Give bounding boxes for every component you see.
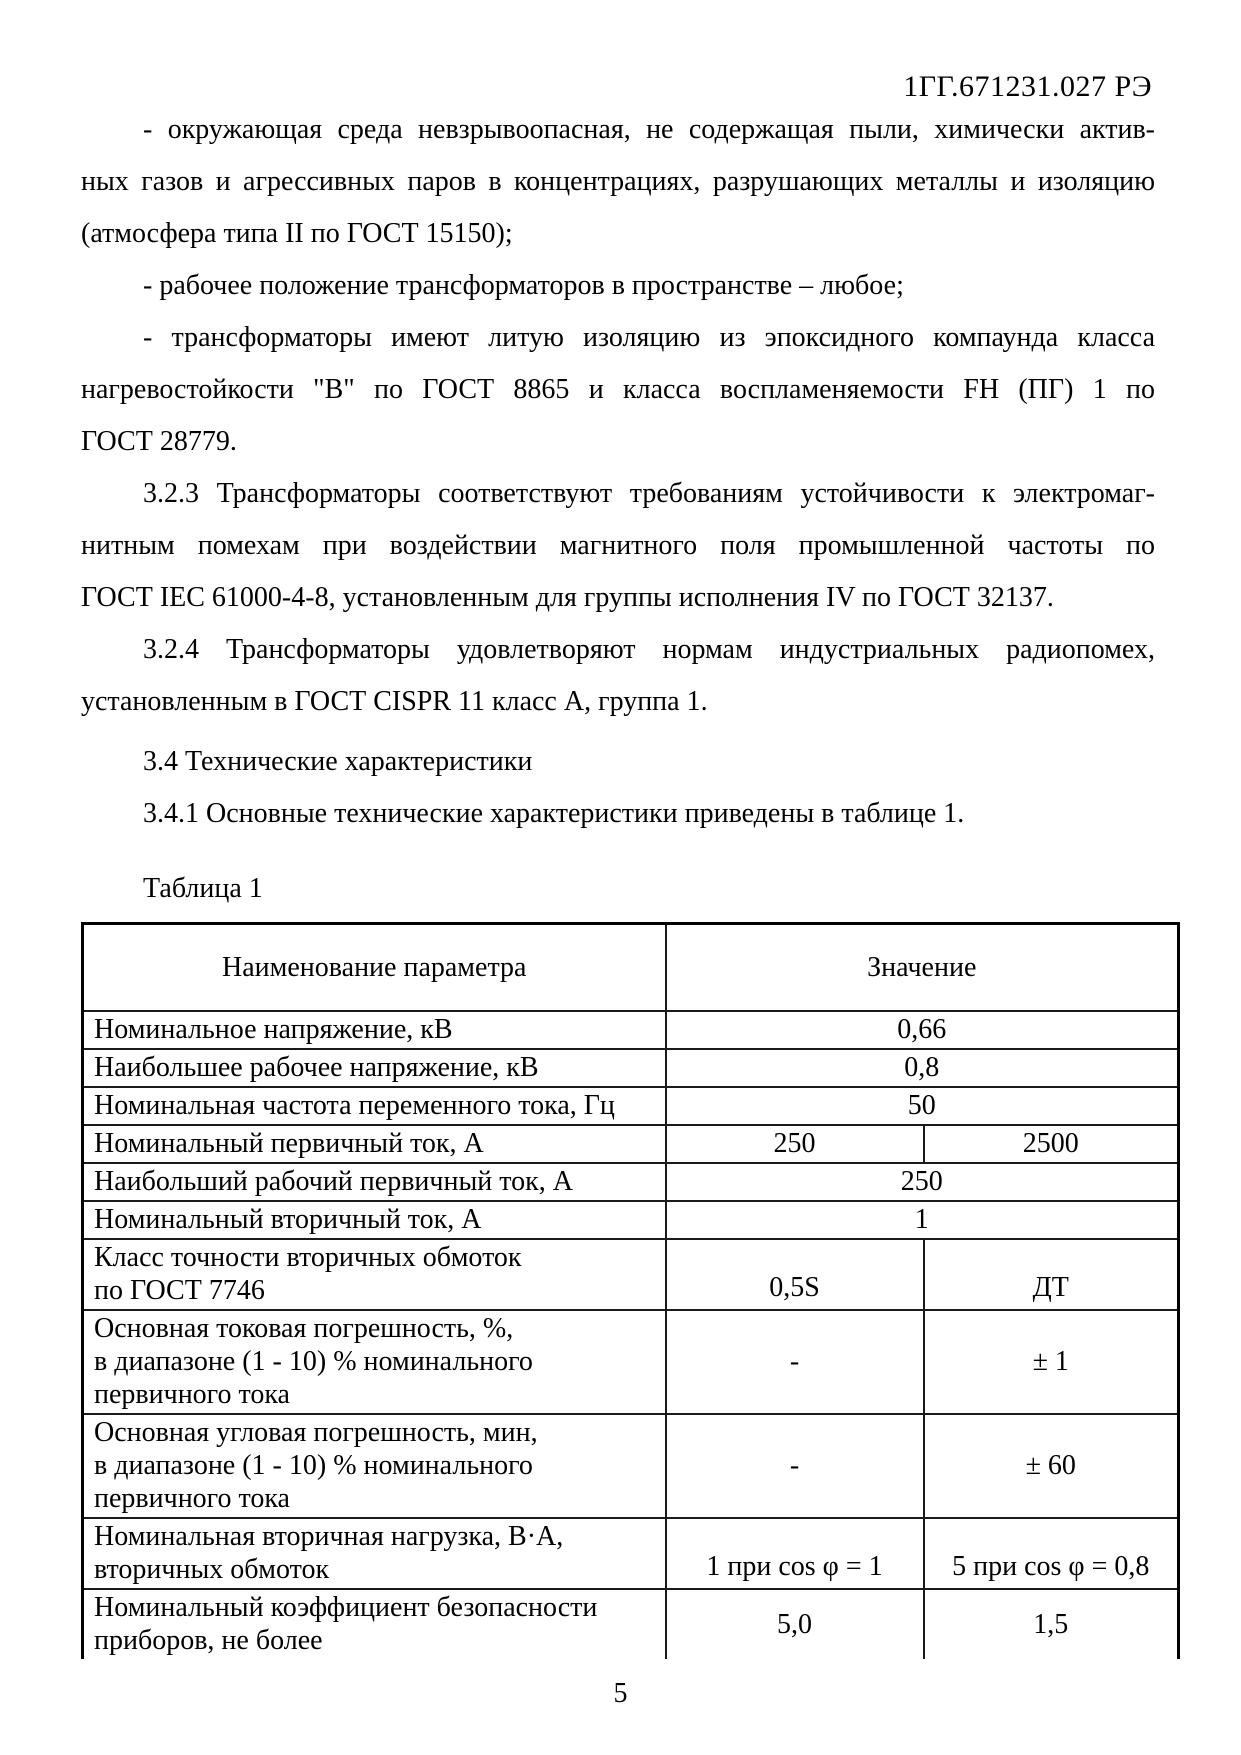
value-cell: 0,5S [666,1239,924,1310]
parameter-cell [83,1201,666,1239]
parameter-line: Номинальный коэффициент безопасности [94,1592,598,1623]
column-header-value: Значение [666,924,1179,1012]
value-cell: 5 при cos φ = 0,8 [924,1518,1179,1589]
text-line: 3.4 Технические характеристики [143,746,533,777]
table-body [83,1011,1179,1659]
text-line: - рабочее положение трансформаторов в пространстве – любое; [143,270,904,301]
value-cell: - [666,1414,924,1518]
paragraph-insulation [81,312,1155,468]
parameter-cell [83,1589,666,1659]
value-cell: ± 60 [924,1414,1179,1518]
table-row [83,1201,1179,1239]
parameter-line: Наибольшее рабочее напряжение, кВ [94,1052,539,1083]
parameter-line: Основная токовая погрешность, %, [94,1313,514,1344]
table-caption: Таблица 1 [143,873,263,904]
table-row [83,1049,1179,1087]
value-cell: 1 при cos φ = 1 [666,1518,924,1589]
table-row [83,1310,1179,1414]
text-line: 3.2.4 Трансформаторы удовлетворяют нормам индустриальных радиопомех, [143,634,1155,665]
text-line: - трансформаторы имеют литую изоляцию из эпоксидного компаунда класса [143,322,1155,353]
value-cell: 50 [666,1087,1179,1125]
parameter-line: Основная угловая погрешность, мин, [94,1417,538,1448]
parameter-line: приборов, не более [94,1625,323,1656]
value-cell: 0,66 [666,1011,1179,1049]
text-line: установленным в ГОСТ CISPR 11 класс А, группа 1. [81,686,708,717]
value-cell: 1,5 [924,1589,1179,1659]
parameter-line: первичного тока [94,1379,290,1410]
value-cell: 5,0 [666,1589,924,1659]
paragraph-section-3-4 [81,736,1155,788]
parameter-cell [83,1049,666,1087]
parameter-cell [83,1310,666,1414]
table-row [83,1011,1179,1049]
parameter-cell [83,1125,666,1163]
parameter-line: вторичных обмоток [94,1554,330,1585]
parameter-line: Номинальный вторичный ток, А [94,1204,482,1235]
parameter-cell [83,1518,666,1589]
value-cell: 250 [666,1163,1179,1201]
parameter-line: Наибольший рабочий первичный ток, А [94,1166,573,1197]
parameter-line: Номинальная частота переменного тока, Гц [94,1090,615,1121]
value-cell: 1 [666,1201,1179,1239]
text-line: 3.2.3 Трансформаторы соответствуют требованиям устойчивости к электромаг- [143,478,1155,509]
paragraph-emc-3-2-3 [81,468,1155,624]
table-row [83,1239,1179,1310]
value-cell: ДТ [924,1239,1179,1310]
doc-number: 1ГГ.671231.027 РЭ [903,70,1152,103]
paragraph-radio-3-2-4 [81,624,1155,728]
body-text [81,104,1155,840]
parameter-line: первичного тока [94,1483,290,1514]
table-row [83,1589,1179,1659]
parameter-cell [83,1011,666,1049]
parameter-cell [83,1163,666,1201]
parameter-cell [83,1414,666,1518]
parameter-cell [83,1087,666,1125]
table-row [83,1414,1179,1518]
text-line: ных газов и агрессивных паров в концентрациях, разрушающих металлы и изоляцию [81,166,1155,197]
parameter-line: Номинальная вторичная нагрузка, В·А, [94,1521,564,1552]
paragraph-working-position [81,260,1155,312]
page-number: 5 [613,1678,628,1709]
text-line: - окружающая среда невзрывоопасная, не содержащая пыли, химически актив- [143,114,1155,145]
table-row [83,1125,1179,1163]
table-row [83,1163,1179,1201]
table-row [83,1518,1179,1589]
parameter-line: по ГОСТ 7746 [94,1275,265,1306]
value-cell: - [666,1310,924,1414]
paragraph-section-3-4-1 [81,788,1155,840]
parameter-line: в диапазоне (1 - 10) % номинального [94,1346,533,1377]
characteristics-table [81,922,1180,1659]
text-line: нагревостойкости "В" по ГОСТ 8865 и класса воспламеняемости FH (ПГ) 1 по [81,374,1155,405]
parameter-line: в диапазоне (1 - 10) % номинального [94,1450,533,1481]
value-cell: 250 [666,1125,924,1163]
text-line: ГОСТ 28779. [81,426,237,457]
parameter-line: Номинальное напряжение, кВ [94,1014,453,1045]
parameter-cell [83,1239,666,1310]
value-cell: ± 1 [924,1310,1179,1414]
paragraph-env-conditions [81,104,1155,260]
parameter-line: Номинальный первичный ток, А [94,1128,484,1159]
parameter-line: Класс точности вторичных обмоток [94,1242,522,1273]
text-line: 3.4.1 Основные технические характеристики приведены в таблице 1. [143,798,965,829]
table-row [83,1087,1179,1125]
page-content [81,104,1155,1659]
table-header-row [83,924,1179,1012]
value-cell: 2500 [924,1125,1179,1163]
text-line: ГОСТ IEC 61000-4-8, установленным для группы исполнения IV по ГОСТ 32137. [81,582,1054,613]
column-header-parameter: Наименование параметра [83,924,666,1012]
value-cell: 0,8 [666,1049,1179,1087]
text-line: (атмосфера типа II по ГОСТ 15150); [81,218,513,249]
text-line: нитным помехам при воздействии магнитного поля промышленной частоты по [81,530,1155,561]
